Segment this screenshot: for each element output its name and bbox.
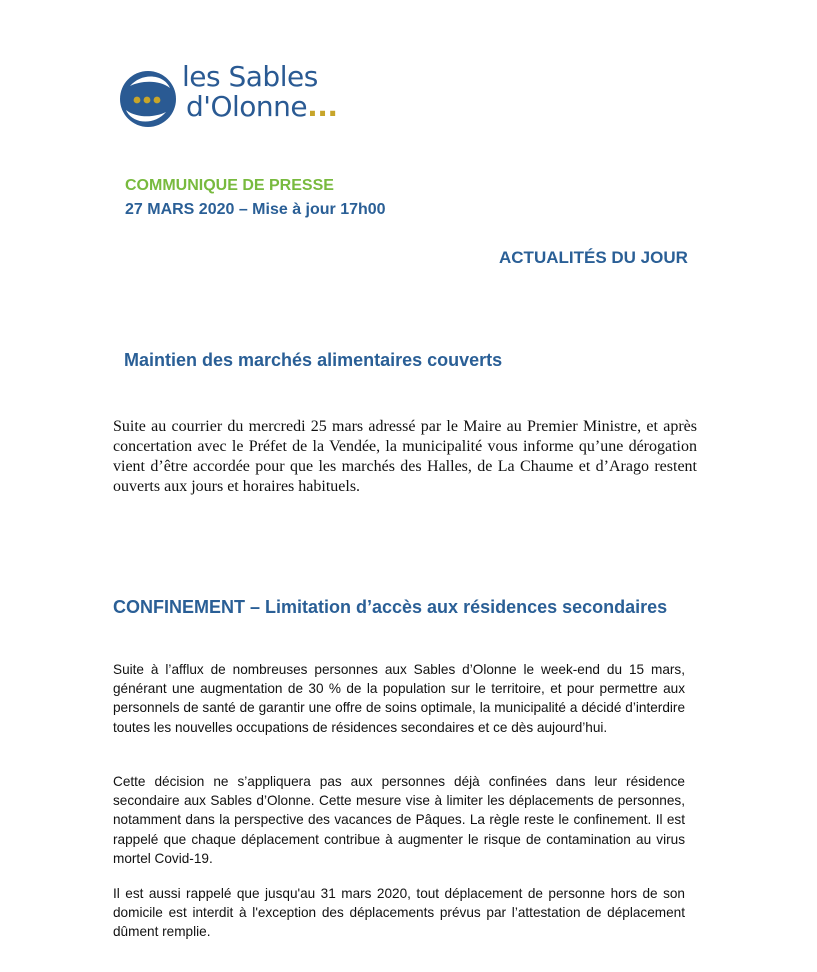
communique-label: COMMUNIQUE DE PRESSE — [125, 177, 334, 194]
article1-title: Maintien des marchés alimentaires couverts — [124, 350, 503, 370]
logo-line2: d'Olonne — [186, 90, 308, 123]
logo-line1: les Sables — [182, 60, 318, 93]
article1-body: Suite au courrier du mercredi 25 mars adressé par le Maire au Premier Ministre, et après concertation avec le Préfet de la Vendée, la municipalité vous informe qu’une dérogation vient d’être accordée pour que les marchés des Halles, de La Chaume et d’Arago restent ouverts aux jours et horaires habituels. — [113, 418, 697, 495]
logo-dots: ... — [307, 90, 338, 123]
article2-title: CONFINEMENT – Limitation d’accès aux résidences secondaires — [113, 597, 668, 617]
article2-paragraph-3: Il est aussi rappelé que jusqu'au 31 mars 2020, tout déplacement de personne hors de son domicile est interdit à l'exception des déplacements prévus par l’attestation de déplacement dûment remplie. — [113, 886, 685, 940]
article2-paragraph-1: Suite à l’afflux de nombreuses personnes aux Sables d’Olonne le week-end du 15 mars, générant une augmentation de 30 % de la population sur le territoire, et pour permettre aux personnels de santé de garantir une offre de soins optimale, la municipalité a décidé d’interdire toutes les nouvelles occupations de résidences secondaires et ce dès aujourd’hui. — [113, 662, 685, 735]
article2-paragraph-2: Cette décision ne s’appliquera pas aux personnes déjà confinées dans leur résidence secondaire aux Sables d’Olonne. Cette mesure vise à limiter les déplacements de personnes, notamment dans la perspective des vacances de Pâques. La règle reste le confinement. Il est rappelé que chaque déplacement contribue à augmenter le risque de contamination au virus mortel Covid-19. — [113, 774, 685, 866]
press-date: 27 MARS 2020 – Mise à jour 17h00 — [125, 201, 386, 218]
logo-wordmark — [182, 62, 338, 122]
section-heading: ACTUALITÉS DU JOUR — [499, 248, 688, 267]
logo-emblem-icon — [120, 66, 176, 132]
logo — [120, 60, 350, 138]
